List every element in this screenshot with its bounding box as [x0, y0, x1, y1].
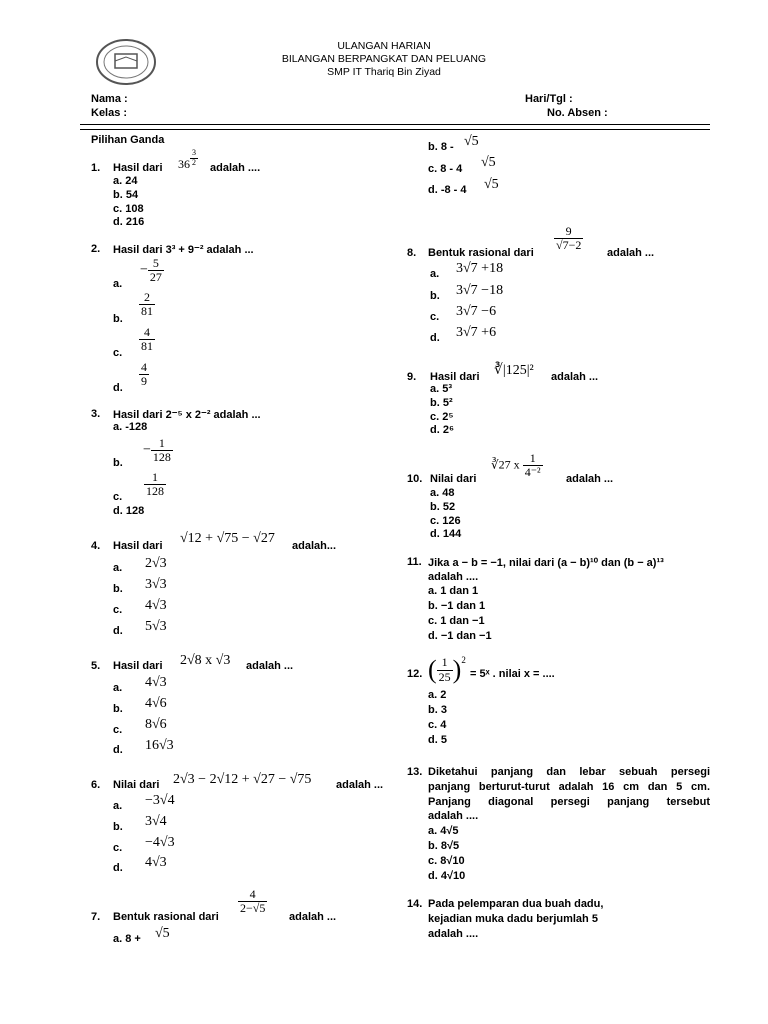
field-nama: Nama :: [91, 93, 128, 105]
q7-option-c[interactable]: c. 8 - 4: [428, 163, 463, 175]
q2-number: 2.: [91, 243, 101, 255]
q6-option-d[interactable]: d.: [113, 862, 123, 874]
q11-number: 11.: [407, 556, 422, 568]
q9-option-c[interactable]: c. 2⁵: [430, 411, 454, 423]
q8-option-b[interactable]: b.: [430, 290, 440, 302]
q10-option-a[interactable]: a. 48: [430, 487, 455, 499]
q13-text-line2: panjang berturut-turut adalah 16 cm dan 5 cm.: [428, 781, 710, 793]
q12-option-d[interactable]: d. 5: [428, 734, 447, 746]
q13-option-a[interactable]: a. 4√5: [428, 825, 459, 837]
q6-text-end: adalah ...: [336, 779, 384, 791]
school-name: SMP IT Thariq Bin Ziyad: [327, 66, 441, 78]
q6-option-d-value: 4√3: [145, 855, 167, 870]
q13-option-b[interactable]: b. 8√5: [428, 840, 460, 852]
q8-option-d[interactable]: d.: [430, 332, 440, 344]
q1-text: Hasil dari: [113, 162, 163, 174]
q13-text-line3: Panjang diagonal persegi panjang tersebut: [428, 796, 710, 808]
q11-option-d[interactable]: d. −1 dan −1: [428, 630, 492, 642]
q2-option-d[interactable]: d.: [113, 382, 123, 394]
q7-option-d[interactable]: d. -8 - 4: [428, 184, 467, 196]
q3-option-d[interactable]: d. 128: [113, 505, 145, 517]
q13-option-d[interactable]: d. 4√10: [428, 870, 466, 882]
q9-option-d[interactable]: d. 2⁶: [430, 424, 455, 436]
q8-option-a[interactable]: a.: [430, 268, 440, 280]
q9-text: Hasil dari: [430, 371, 480, 383]
q5-option-d-value: 16√3: [145, 738, 174, 753]
q8-option-a-value: 3√7 +18: [456, 261, 504, 276]
q10-option-d[interactable]: d. 144: [430, 528, 462, 540]
q5-expression: 2√8 x √3: [180, 653, 231, 668]
q8-text: Bentuk rasional dari: [428, 247, 534, 259]
q3-option-c[interactable]: c.: [113, 491, 123, 503]
q14-text-line2: kejadian muka dadu berjumlah 5: [428, 913, 598, 925]
q4-text-end: adalah...: [292, 540, 337, 552]
q10-text-end: adalah ...: [566, 473, 614, 485]
q10-option-c[interactable]: c. 126: [430, 515, 461, 527]
q2-option-a-value: − $\frac{5}{27}$: [140, 256, 162, 285]
q13-number: 13.: [407, 766, 423, 778]
q7-text-end: adalah ...: [289, 911, 337, 923]
q2-option-c[interactable]: c.: [113, 347, 123, 359]
q9-option-b[interactable]: b. 5²: [430, 397, 453, 409]
q7-option-a[interactable]: a. 8 +: [113, 933, 141, 945]
q8-option-b-value: 3√7 −18: [456, 283, 504, 298]
q12-option-a[interactable]: a. 2: [428, 689, 447, 701]
field-kelas: Kelas :: [91, 107, 128, 119]
q6-number: 6.: [91, 779, 101, 791]
q5-option-a-value: 4√3: [145, 675, 167, 690]
q10-text: Nilai dari: [430, 473, 477, 485]
q4-option-c-value: 4√3: [145, 598, 167, 613]
q11-option-b[interactable]: b. −1 dan 1: [428, 600, 486, 612]
q6-option-a-value: −3√4: [145, 793, 175, 808]
q12-number: 12.: [407, 668, 423, 680]
q1-option-c[interactable]: c. 108: [113, 203, 144, 215]
q7-option-c-value: √5: [481, 155, 496, 170]
q9-expression: ∛|125|²: [494, 363, 534, 378]
q14-text-line3: adalah ....: [428, 928, 479, 940]
q4-expression: √12 + √75 − √27: [180, 531, 275, 546]
q9-number: 9.: [407, 371, 417, 383]
q12-text-end: = 5ˣ . nilai x = ....: [470, 668, 555, 680]
q5-number: 5.: [91, 660, 101, 672]
q1-option-d[interactable]: d. 216: [113, 216, 145, 228]
q5-text: Hasil dari: [113, 660, 163, 672]
q7-expression: $\frac{4}{2-√5}$: [240, 887, 266, 916]
q7-option-b-value: √5: [464, 134, 479, 149]
q4-option-a[interactable]: a.: [113, 562, 123, 574]
q12-option-c[interactable]: c. 4: [428, 719, 447, 731]
q5-option-a[interactable]: a.: [113, 682, 123, 694]
q4-option-b[interactable]: b.: [113, 583, 123, 595]
q8-option-c[interactable]: c.: [430, 311, 440, 323]
q8-number: 8.: [407, 247, 417, 259]
q12-option-b[interactable]: b. 3: [428, 704, 447, 716]
q1-option-b[interactable]: b. 54: [113, 189, 139, 201]
q8-option-d-value: 3√7 +6: [456, 325, 497, 340]
q10-number: 10.: [407, 473, 423, 485]
q5-option-c[interactable]: c.: [113, 724, 123, 736]
q6-expression: 2√3 − 2√12 + √27 − √75: [173, 772, 312, 787]
q2-option-a[interactable]: a.: [113, 278, 123, 290]
q13-text-line1: Diketahui panjang dan lebar sebuah persegi: [428, 766, 710, 778]
q7-text: Bentuk rasional dari: [113, 911, 219, 923]
q11-option-a[interactable]: a. 1 dan 1: [428, 585, 479, 597]
q14-number: 14.: [407, 898, 423, 910]
q4-number: 4.: [91, 540, 101, 552]
q2-option-d-value: $\frac{4}{9}$: [141, 360, 147, 389]
q5-option-d[interactable]: d.: [113, 744, 123, 756]
field-absen: No. Absen :: [547, 107, 608, 119]
section-title: Pilihan Ganda: [91, 134, 165, 146]
q4-text: Hasil dari: [113, 540, 163, 552]
q11-text: Jika a − b = −1, nilai dari (a − b)¹⁰ dan (b − a)¹³: [428, 557, 664, 569]
q2-option-b-value: $\frac{2}{81}$: [141, 290, 153, 319]
q10-expression: ∛27 x $\frac{1}{\text{4⁻²}}$: [491, 451, 541, 480]
q6-option-a[interactable]: a.: [113, 800, 123, 812]
q2-option-b[interactable]: b.: [113, 313, 123, 325]
q7-option-b[interactable]: b. 8 -: [428, 141, 454, 153]
q3-option-b[interactable]: b.: [113, 457, 123, 469]
q5-text-end: adalah ...: [246, 660, 294, 672]
q3-option-a[interactable]: a. -128: [113, 421, 148, 433]
q3-option-c-value: $\frac{1}{128}$: [146, 470, 164, 499]
q7-option-d-value: √5: [484, 177, 499, 192]
q4-option-d-value: 5√3: [145, 619, 167, 634]
top-rule-1: [80, 124, 710, 125]
q4-option-b-value: 3√3: [145, 577, 167, 592]
q8-option-c-value: 3√7 −6: [456, 304, 497, 319]
q8-expression: $\frac{9}{√7-2}$: [556, 224, 582, 253]
q8-text-end: adalah ...: [607, 247, 655, 259]
exam-title: ULANGAN HARIAN: [337, 40, 431, 52]
q12-expression: ( $\frac{1}{25}$ )$^2$: [428, 655, 466, 684]
q6-option-b[interactable]: b.: [113, 821, 123, 833]
q9-text-end: adalah ...: [551, 371, 599, 383]
q1-text-end: adalah ....: [210, 162, 261, 174]
q1-number: 1.: [91, 162, 101, 174]
q3-number: 3.: [91, 408, 101, 420]
q7-option-a-value: √5: [155, 926, 170, 941]
top-rule-2: [80, 129, 710, 130]
exam-subject: BILANGAN BERPANGKAT DAN PELUANG: [281, 53, 487, 65]
q4-option-c[interactable]: c.: [113, 604, 123, 616]
q6-option-b-value: 3√4: [145, 814, 167, 829]
q1-expression: 36 $\frac{3}{2}$: [178, 148, 196, 171]
q13-text-line4: adalah ....: [428, 810, 479, 822]
q5-option-c-value: 8√6: [145, 717, 167, 732]
field-hari: Hari/Tgl :: [525, 93, 573, 105]
q4-option-a-value: 2√3: [145, 556, 167, 571]
q3-text: Hasil dari 2⁻⁵ x 2⁻² adalah ...: [113, 409, 261, 421]
q1-option-a[interactable]: a. 24: [113, 175, 138, 187]
q11-text-end: adalah ....: [428, 571, 479, 583]
q9-option-a[interactable]: a. 5³: [430, 383, 453, 395]
q10-option-b[interactable]: b. 52: [430, 501, 456, 513]
q14-text-line1: Pada pelemparan dua buah dadu,: [428, 898, 604, 910]
q7-number: 7.: [91, 911, 101, 923]
q2-text: Hasil dari 3³ + 9⁻² adalah ...: [113, 244, 254, 256]
q5-option-b[interactable]: b.: [113, 703, 123, 715]
q13-option-c[interactable]: c. 8√10: [428, 855, 465, 867]
q11-option-c[interactable]: c. 1 dan −1: [428, 615, 485, 627]
q2-option-c-value: $\frac{4}{81}$: [141, 325, 153, 354]
q6-option-c[interactable]: c.: [113, 842, 123, 854]
q5-option-b-value: 4√6: [145, 696, 167, 711]
q4-option-d[interactable]: d.: [113, 625, 123, 637]
q6-text: Nilai dari: [113, 779, 160, 791]
q6-option-c-value: −4√3: [145, 835, 175, 850]
q3-option-b-value: − $\frac{1}{128}$: [143, 436, 171, 465]
